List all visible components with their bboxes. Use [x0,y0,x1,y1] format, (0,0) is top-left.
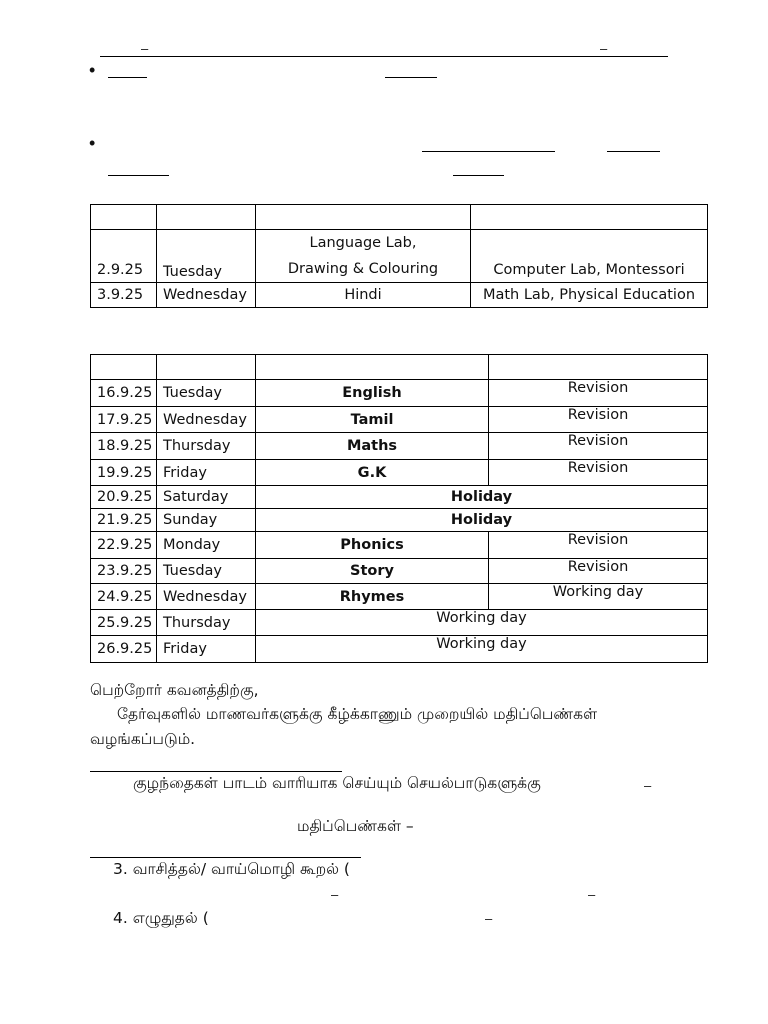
notice-salutation: பெற்றோர் கவனத்திற்கு, [90,681,259,699]
table-row [91,532,708,559]
table-row [91,355,708,380]
date-cell: 18.9.25 [91,433,157,460]
notice-line-2: வழங்கப்படும். [90,730,196,748]
working-day-cell: Working day [256,610,708,636]
day-cell: Tuesday [157,230,256,283]
date-cell: 20.9.25 [91,486,157,509]
activity-line-1: Language Lab, [309,235,417,251]
activity-line-2: Drawing & Colouring [287,261,439,277]
table-row [91,433,708,460]
day-cell: Tuesday [157,559,256,584]
table-row [91,509,708,532]
bullet-1-underline-a [108,77,147,78]
table-cell [91,205,157,230]
item3-dash-a: – [331,887,339,902]
day-cell: Saturday [157,486,256,509]
bullet-1-underline-b [385,77,437,78]
date-cell: 16.9.25 [91,380,157,407]
day-cell: Wednesday [157,283,256,308]
activity-cell: Computer Lab, Montessori [471,230,708,283]
section-rule-2 [90,857,361,858]
table-row [91,460,708,486]
day-cell: Wednesday [157,584,256,610]
day-cell: Friday [157,636,256,663]
table-row [91,205,708,230]
activity-cell [256,230,471,283]
table-row [91,230,708,283]
day-cell: Monday [157,532,256,559]
subject-cell: Rhymes [256,584,489,610]
day-cell: Friday [157,460,256,486]
day-cell: Sunday [157,509,256,532]
holiday-cell: Holiday [256,486,708,509]
activity-cell: Hindi [256,283,471,308]
exam-schedule-table [90,354,708,663]
table-row [91,559,708,584]
table-row [91,610,708,636]
item-writing: 4. எழுதுதல் ( [113,909,209,927]
note-cell: Revision [489,460,708,486]
date-cell: 22.9.25 [91,532,157,559]
subject-cell: English [256,380,489,407]
activities-heading: குழந்தைகள் பாடம் வாரியாக செய்யும் செயல்பாடுகளுக்கு [133,774,541,792]
day-cell: Wednesday [157,407,256,433]
marks-heading: மதிப்பெண்கள் – [297,817,414,835]
section-rule-1 [90,771,342,772]
header-dash-right: – [600,41,608,56]
day-cell: Thursday [157,610,256,636]
subject-cell: Tamil [256,407,489,433]
table-row [91,486,708,509]
date-cell: 24.9.25 [91,584,157,610]
table-cell [157,355,256,380]
bullet-2-underline-b [607,151,660,152]
table-cell [256,355,489,380]
table-row [91,283,708,308]
activities-dash: – [644,778,652,793]
bullet-1: • [89,60,96,80]
note-cell: Working day [489,584,708,610]
date-cell: 26.9.25 [91,636,157,663]
date-cell: 17.9.25 [91,407,157,433]
table-cell [91,355,157,380]
working-day-cell: Working day [256,636,708,663]
note-cell: Revision [489,433,708,460]
item-reading-speaking: 3. வாசித்தல்/ வாய்மொழி கூறல் ( [113,860,350,878]
table-cell [256,205,471,230]
holiday-cell: Holiday [256,509,708,532]
activity-cell: Math Lab, Physical Education [471,283,708,308]
note-cell: Revision [489,407,708,433]
item3-dash-b: – [588,887,596,902]
table-row [91,584,708,610]
table-row [91,636,708,663]
subject-cell: G.K [256,460,489,486]
day-cell: Thursday [157,433,256,460]
subject-cell: Phonics [256,532,489,559]
bullet-2: • [89,133,96,153]
table-cell [489,355,708,380]
note-cell: Revision [489,559,708,584]
date-cell: 19.9.25 [91,460,157,486]
table-row [91,380,708,407]
header-dash-left: – [141,41,149,56]
note-cell: Revision [489,532,708,559]
bullet-2-underline-c [108,175,169,176]
subject-cell: Story [256,559,489,584]
date-cell: 2.9.25 [91,230,157,283]
schedule-table-1 [90,204,708,308]
date-cell: 21.9.25 [91,509,157,532]
table-row [91,407,708,433]
note-cell: Revision [489,380,708,407]
table-cell [157,205,256,230]
notice-line-1: தேர்வுகளில் மாணவர்களுக்கு கீழ்க்காணும் முறையில் மதிப்பெண்கள் [117,705,598,723]
item4-dash: – [485,911,493,926]
header-rule [100,56,668,57]
subject-cell: Maths [256,433,489,460]
bullet-2-underline-d [453,175,504,176]
table-cell [471,205,708,230]
date-cell: 3.9.25 [91,283,157,308]
date-cell: 23.9.25 [91,559,157,584]
bullet-2-underline-a [422,151,555,152]
date-cell: 25.9.25 [91,610,157,636]
day-cell: Tuesday [157,380,256,407]
